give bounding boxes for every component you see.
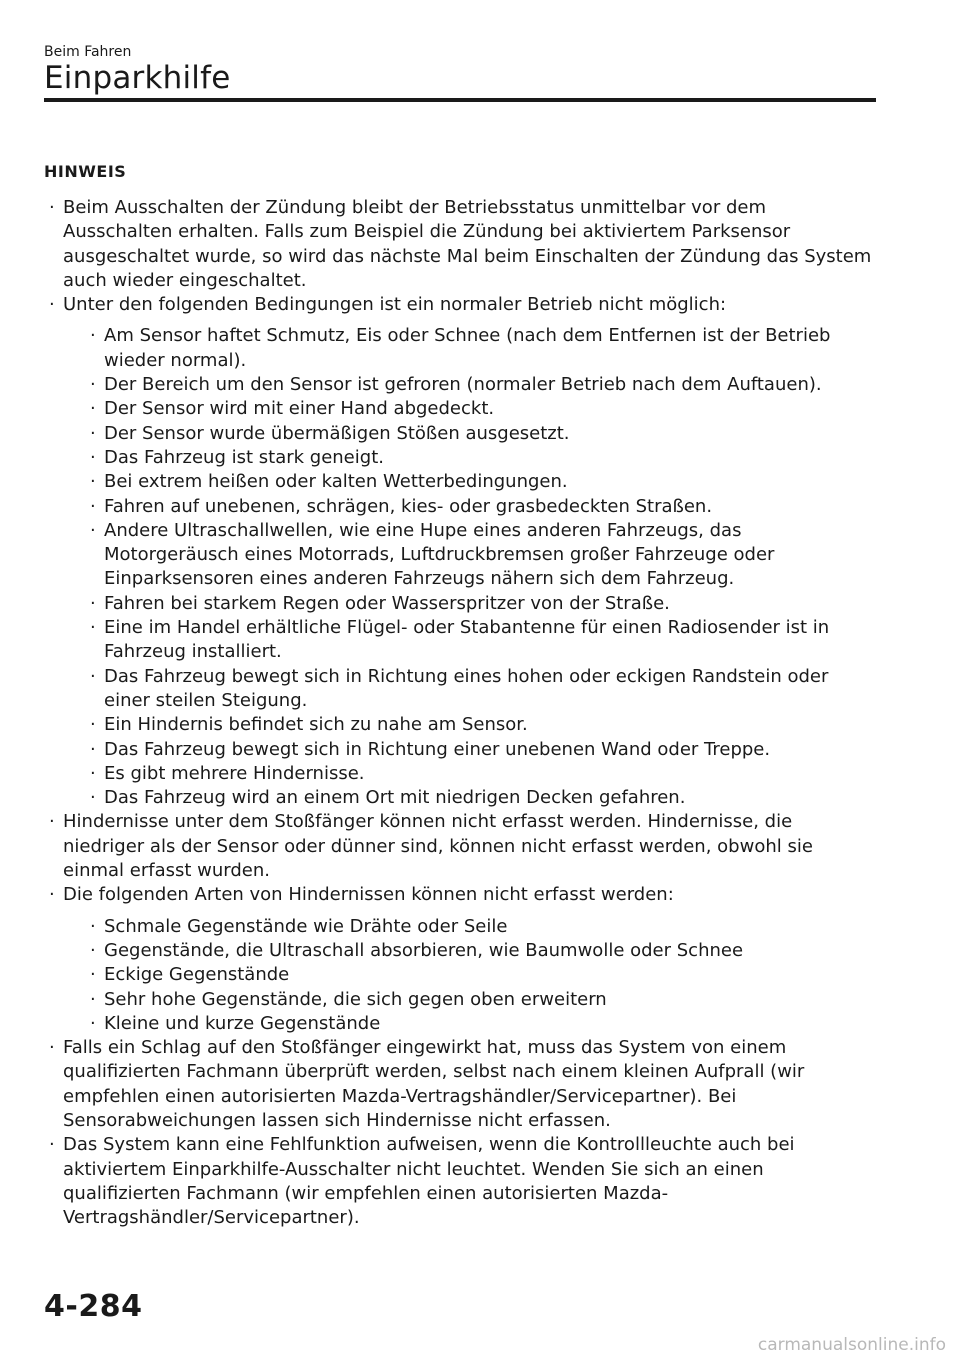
obstacle-type-item: · Schmale Gegenstände wie Drähte oder Seile <box>63 915 876 939</box>
obstacle-type-item: · Gegenstände, die Ultraschall absorbieren, wie Baumwolle oder Schnee <box>63 939 876 963</box>
condition-item: · Ein Hindernis befindet sich zu nahe am Sensor. <box>63 713 876 737</box>
condition-item: · Fahren bei starkem Regen oder Wasserspritzer von der Straße. <box>63 592 876 616</box>
header-rule <box>44 98 876 102</box>
condition-item: · Das Fahrzeug bewegt sich in Richtung einer unebenen Wand oder Treppe. <box>63 738 876 762</box>
condition-item: · Es gibt mehrere Hindernisse. <box>63 762 876 786</box>
note-item-below-bumper: · Hindernisse unter dem Stoßfänger können nicht erfasst werden. Hindernisse, die niedriger als der Sensor oder dünner sind, können nicht erfasst werden, obwohl sie einmal erfasst wurden. <box>44 810 876 883</box>
note-item-obstacle-types-text: Die folgenden Arten von Hindernissen können nicht erfasst werden: <box>63 884 674 906</box>
note-item-bumper-impact: · Falls ein Schlag auf den Stoßfänger eingewirkt hat, muss das System von einem qualifizierten Fachmann überprüft werden, selbst nach einem kleinen Aufprall (wir empfehlen einen autorisierten Mazda-Vertragshändler/Servicepartner). Bei Sensorabweichungen lassen sich Hindernisse nicht erfassen. <box>44 1036 876 1133</box>
condition-item: · Bei extrem heißen oder kalten Wetterbedingungen. <box>63 470 876 494</box>
page-title: Einparkhilfe <box>44 60 231 96</box>
condition-item: · Eine im Handel erhältliche Flügel- oder Stabantenne für einen Radiosender ist in Fahrzeug installiert. <box>63 616 876 665</box>
note-list <box>44 196 876 1230</box>
note-item-ignition: · Beim Ausschalten der Zündung bleibt der Betriebsstatus unmittelbar vor dem Ausschalten erhalten. Falls zum Beispiel die Zündung bei aktiviertem Parksensor ausgeschaltet wurde, so wird das nächste Mal beim Einschalten der Zündung das System auch wieder eingeschaltet. <box>44 196 876 293</box>
condition-item: · Der Sensor wird mit einer Hand abgedeckt. <box>63 397 876 421</box>
obstacle-type-item: · Sehr hohe Gegenstände, die sich gegen oben erweitern <box>63 988 876 1012</box>
condition-item: · Am Sensor haftet Schmutz, Eis oder Schnee (nach dem Entfernen ist der Betrieb wieder normal). <box>63 324 876 373</box>
note-item-malfunction: · Das System kann eine Fehlfunktion aufweisen, wenn die Kontrollleuchte auch bei aktiviertem Einparkhilfe-Ausschalter nicht leuchtet. Wenden Sie sich an einen qualifizierten Fachmann (wir empfehlen einen autorisierten Mazda-Vertragshändler/Servicepartner). <box>44 1133 876 1230</box>
condition-item: · Das Fahrzeug wird an einem Ort mit niedrigen Decken gefahren. <box>63 786 876 810</box>
condition-item: · Der Sensor wurde übermäßigen Stößen ausgesetzt. <box>63 422 876 446</box>
note-item-conditions <box>44 293 876 810</box>
watermark: carmanualsonline.info <box>757 1335 946 1355</box>
condition-item: · Das Fahrzeug ist stark geneigt. <box>63 446 876 470</box>
condition-item: · Fahren auf unebenen, schrägen, kies- oder grasbedeckten Straßen. <box>63 495 876 519</box>
note-heading: HINWEIS <box>44 162 127 181</box>
note-section <box>44 160 876 1230</box>
note-item-obstacle-types <box>44 883 876 1036</box>
condition-item: · Andere Ultraschallwellen, wie eine Hupe eines anderen Fahrzeugs, das Motorgeräusch eines Motorrads, Luftdruckbremsen großer Fahrzeuge oder Einparksensoren eines anderen Fahrzeugs nähern sich dem Fahrzeug. <box>63 519 876 592</box>
obstacle-types-list <box>63 915 876 1036</box>
condition-item: · Das Fahrzeug bewegt sich in Richtung eines hohen oder eckigen Randstein oder einer steilen Steigung. <box>63 665 876 714</box>
page-number: 4-284 <box>44 1289 143 1324</box>
obstacle-type-item: · Kleine und kurze Gegenstände <box>63 1012 876 1036</box>
obstacle-type-item: · Eckige Gegenstände <box>63 963 876 987</box>
conditions-list <box>63 324 876 810</box>
condition-item: · Der Bereich um den Sensor ist gefroren (normaler Betrieb nach dem Auftauen). <box>63 373 876 397</box>
section-label: Beim Fahren <box>44 44 132 60</box>
note-item-conditions-text: Unter den folgenden Bedingungen ist ein normaler Betrieb nicht möglich: <box>63 294 727 316</box>
page-header <box>44 44 876 96</box>
